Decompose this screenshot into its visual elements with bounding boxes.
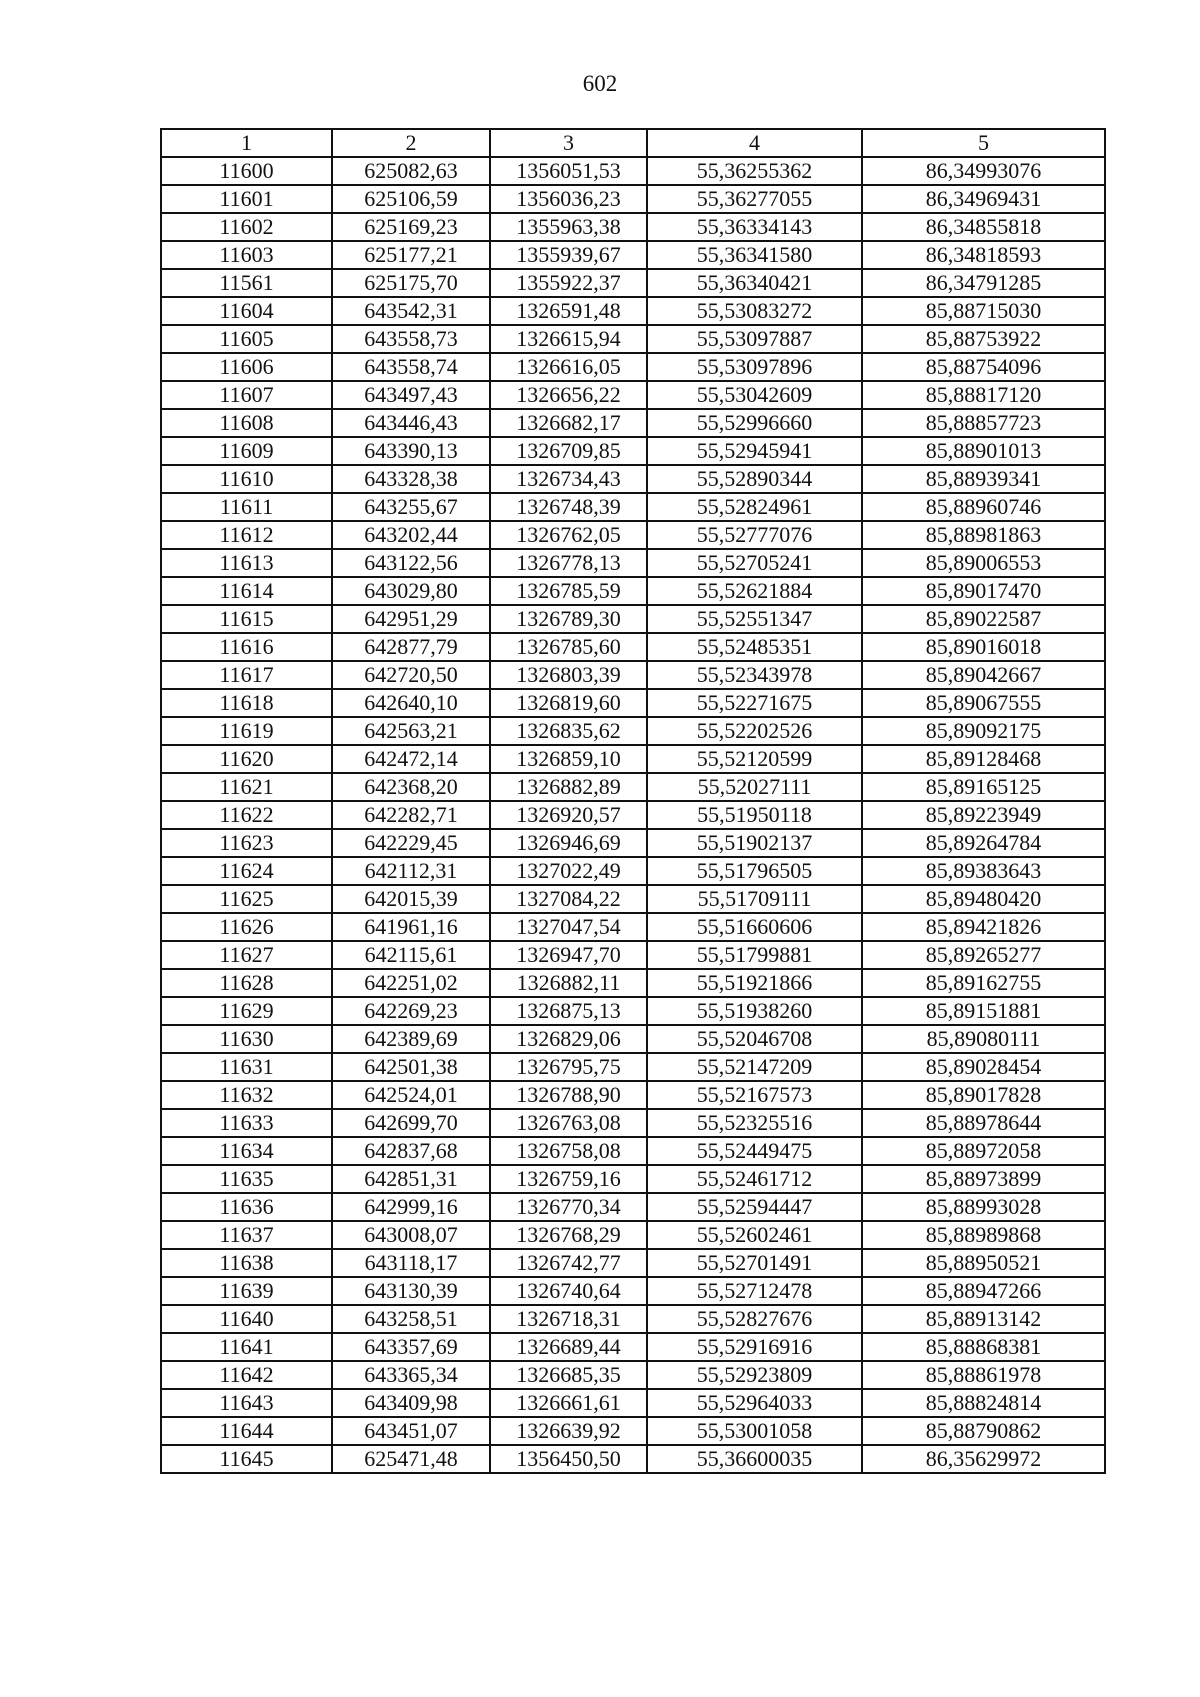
- coord-x-cell: 643258,51: [332, 1305, 490, 1333]
- point-number-cell: 11644: [161, 1417, 332, 1445]
- point-number-cell: 11604: [161, 297, 332, 325]
- coord-x-cell: 625471,48: [332, 1445, 490, 1473]
- table-row: [161, 1305, 1105, 1333]
- table-row: [161, 1221, 1105, 1249]
- column-header-3: 3: [490, 129, 647, 157]
- table-row: [161, 521, 1105, 549]
- table-row: [161, 297, 1105, 325]
- latitude-cell: 55,36255362: [647, 157, 862, 185]
- coord-y-cell: 1326882,11: [490, 969, 647, 997]
- table-row: [161, 1193, 1105, 1221]
- latitude-cell: 55,52890344: [647, 465, 862, 493]
- point-number-cell: 11623: [161, 829, 332, 857]
- point-number-cell: 11640: [161, 1305, 332, 1333]
- latitude-cell: 55,51938260: [647, 997, 862, 1025]
- point-number-cell: 11600: [161, 157, 332, 185]
- point-number-cell: 11621: [161, 773, 332, 801]
- longitude-cell: 85,89264784: [862, 829, 1105, 857]
- table-row: [161, 1053, 1105, 1081]
- table-row: [161, 801, 1105, 829]
- coord-y-cell: 1326740,64: [490, 1277, 647, 1305]
- latitude-cell: 55,51921866: [647, 969, 862, 997]
- latitude-cell: 55,52602461: [647, 1221, 862, 1249]
- coord-y-cell: 1326920,57: [490, 801, 647, 829]
- point-number-cell: 11627: [161, 941, 332, 969]
- point-number-cell: 11613: [161, 549, 332, 577]
- table-row: [161, 409, 1105, 437]
- longitude-cell: 86,35629972: [862, 1445, 1105, 1473]
- point-number-cell: 11612: [161, 521, 332, 549]
- table-row: [161, 857, 1105, 885]
- latitude-cell: 55,52923809: [647, 1361, 862, 1389]
- coord-x-cell: 625106,59: [332, 185, 490, 213]
- coord-x-cell: 642269,23: [332, 997, 490, 1025]
- latitude-cell: 55,36600035: [647, 1445, 862, 1473]
- longitude-cell: 85,89017470: [862, 577, 1105, 605]
- coord-y-cell: 1326785,59: [490, 577, 647, 605]
- point-number-cell: 11614: [161, 577, 332, 605]
- point-number-cell: 11641: [161, 1333, 332, 1361]
- point-number-cell: 11634: [161, 1137, 332, 1165]
- table-row: [161, 1417, 1105, 1445]
- table-row: [161, 493, 1105, 521]
- latitude-cell: 55,52343978: [647, 661, 862, 689]
- point-number-cell: 11608: [161, 409, 332, 437]
- coord-y-cell: 1326763,08: [490, 1109, 647, 1137]
- column-header-5: 5: [862, 129, 1105, 157]
- longitude-cell: 85,88790862: [862, 1417, 1105, 1445]
- latitude-cell: 55,52461712: [647, 1165, 862, 1193]
- latitude-cell: 55,53097887: [647, 325, 862, 353]
- point-number-cell: 11643: [161, 1389, 332, 1417]
- coord-x-cell: 643451,07: [332, 1417, 490, 1445]
- point-number-cell: 11609: [161, 437, 332, 465]
- coord-x-cell: 642720,50: [332, 661, 490, 689]
- point-number-cell: 11618: [161, 689, 332, 717]
- coord-x-cell: 642699,70: [332, 1109, 490, 1137]
- point-number-cell: 11617: [161, 661, 332, 689]
- longitude-cell: 85,88861978: [862, 1361, 1105, 1389]
- point-number-cell: 11610: [161, 465, 332, 493]
- table-row: [161, 1137, 1105, 1165]
- column-header-2: 2: [332, 129, 490, 157]
- longitude-cell: 86,34969431: [862, 185, 1105, 213]
- point-number-cell: 11620: [161, 745, 332, 773]
- table-row: [161, 241, 1105, 269]
- point-number-cell: 11605: [161, 325, 332, 353]
- point-number-cell: 11601: [161, 185, 332, 213]
- coord-y-cell: 1326768,29: [490, 1221, 647, 1249]
- coord-x-cell: 643390,13: [332, 437, 490, 465]
- coord-y-cell: 1326742,77: [490, 1249, 647, 1277]
- point-number-cell: 11561: [161, 269, 332, 297]
- longitude-cell: 86,34818593: [862, 241, 1105, 269]
- latitude-cell: 55,52120599: [647, 745, 862, 773]
- longitude-cell: 85,88973899: [862, 1165, 1105, 1193]
- longitude-cell: 85,88901013: [862, 437, 1105, 465]
- coord-x-cell: 642282,71: [332, 801, 490, 829]
- table-row: [161, 1361, 1105, 1389]
- coord-y-cell: 1355922,37: [490, 269, 647, 297]
- coord-x-cell: 643328,38: [332, 465, 490, 493]
- point-number-cell: 11619: [161, 717, 332, 745]
- coord-y-cell: 1326762,05: [490, 521, 647, 549]
- longitude-cell: 85,89092175: [862, 717, 1105, 745]
- point-number-cell: 11639: [161, 1277, 332, 1305]
- table-row: [161, 157, 1105, 185]
- coord-y-cell: 1326709,85: [490, 437, 647, 465]
- coord-x-cell: 643118,17: [332, 1249, 490, 1277]
- column-header-4: 4: [647, 129, 862, 157]
- point-number-cell: 11631: [161, 1053, 332, 1081]
- table-row: [161, 1025, 1105, 1053]
- coord-y-cell: 1326803,39: [490, 661, 647, 689]
- table-row: [161, 913, 1105, 941]
- coord-y-cell: 1326718,31: [490, 1305, 647, 1333]
- coord-y-cell: 1326591,48: [490, 297, 647, 325]
- coord-x-cell: 642229,45: [332, 829, 490, 857]
- coord-x-cell: 643357,69: [332, 1333, 490, 1361]
- coord-x-cell: 643558,74: [332, 353, 490, 381]
- table-row: [161, 829, 1105, 857]
- longitude-cell: 85,89162755: [862, 969, 1105, 997]
- table-row: [161, 1277, 1105, 1305]
- longitude-cell: 85,89042667: [862, 661, 1105, 689]
- longitude-cell: 85,88817120: [862, 381, 1105, 409]
- table-row: [161, 885, 1105, 913]
- longitude-cell: 86,34791285: [862, 269, 1105, 297]
- longitude-cell: 85,88972058: [862, 1137, 1105, 1165]
- latitude-cell: 55,51902137: [647, 829, 862, 857]
- point-number-cell: 11637: [161, 1221, 332, 1249]
- latitude-cell: 55,52046708: [647, 1025, 862, 1053]
- coord-y-cell: 1326689,44: [490, 1333, 647, 1361]
- table-row: [161, 717, 1105, 745]
- point-number-cell: 11635: [161, 1165, 332, 1193]
- latitude-cell: 55,52964033: [647, 1389, 862, 1417]
- table-row: [161, 549, 1105, 577]
- latitude-cell: 55,52202526: [647, 717, 862, 745]
- point-number-cell: 11622: [161, 801, 332, 829]
- table-row: [161, 1333, 1105, 1361]
- latitude-cell: 55,52827676: [647, 1305, 862, 1333]
- coord-x-cell: 642524,01: [332, 1081, 490, 1109]
- table-row: [161, 381, 1105, 409]
- point-number-cell: 11632: [161, 1081, 332, 1109]
- table-row: [161, 269, 1105, 297]
- coord-y-cell: 1326819,60: [490, 689, 647, 717]
- latitude-cell: 55,52777076: [647, 521, 862, 549]
- point-number-cell: 11607: [161, 381, 332, 409]
- coord-x-cell: 642877,79: [332, 633, 490, 661]
- longitude-cell: 85,88993028: [862, 1193, 1105, 1221]
- longitude-cell: 85,88715030: [862, 297, 1105, 325]
- point-number-cell: 11636: [161, 1193, 332, 1221]
- coord-y-cell: 1355939,67: [490, 241, 647, 269]
- longitude-cell: 85,89165125: [862, 773, 1105, 801]
- table-row: [161, 465, 1105, 493]
- coord-x-cell: 643008,07: [332, 1221, 490, 1249]
- coord-x-cell: 643409,98: [332, 1389, 490, 1417]
- coord-x-cell: 625082,63: [332, 157, 490, 185]
- longitude-cell: 85,88947266: [862, 1277, 1105, 1305]
- latitude-cell: 55,52705241: [647, 549, 862, 577]
- coord-y-cell: 1327047,54: [490, 913, 647, 941]
- coord-y-cell: 1326682,17: [490, 409, 647, 437]
- coord-y-cell: 1326785,60: [490, 633, 647, 661]
- point-number-cell: 11633: [161, 1109, 332, 1137]
- point-number-cell: 11638: [161, 1249, 332, 1277]
- point-number-cell: 11625: [161, 885, 332, 913]
- column-header-1: 1: [161, 129, 332, 157]
- latitude-cell: 55,52027111: [647, 773, 862, 801]
- latitude-cell: 55,36341580: [647, 241, 862, 269]
- longitude-cell: 85,89016018: [862, 633, 1105, 661]
- coord-y-cell: 1326778,13: [490, 549, 647, 577]
- coord-x-cell: 642640,10: [332, 689, 490, 717]
- table-row: [161, 185, 1105, 213]
- table-body: [161, 157, 1105, 1473]
- table-row: [161, 213, 1105, 241]
- latitude-cell: 55,51796505: [647, 857, 862, 885]
- page-number: 602: [582, 71, 618, 96]
- coord-x-cell: 643255,67: [332, 493, 490, 521]
- coord-x-cell: 625169,23: [332, 213, 490, 241]
- longitude-cell: 85,88939341: [862, 465, 1105, 493]
- coord-x-cell: 642368,20: [332, 773, 490, 801]
- table-row: [161, 605, 1105, 633]
- point-number-cell: 11630: [161, 1025, 332, 1053]
- coord-y-cell: 1356036,23: [490, 185, 647, 213]
- longitude-cell: 85,89383643: [862, 857, 1105, 885]
- coord-y-cell: 1326770,34: [490, 1193, 647, 1221]
- coord-x-cell: 642501,38: [332, 1053, 490, 1081]
- latitude-cell: 55,52712478: [647, 1277, 862, 1305]
- table-row: [161, 1389, 1105, 1417]
- coord-x-cell: 625177,21: [332, 241, 490, 269]
- coord-y-cell: 1326946,69: [490, 829, 647, 857]
- longitude-cell: 85,88753922: [862, 325, 1105, 353]
- latitude-cell: 55,52325516: [647, 1109, 862, 1137]
- coord-x-cell: 643202,44: [332, 521, 490, 549]
- point-number-cell: 11642: [161, 1361, 332, 1389]
- coord-y-cell: 1326875,13: [490, 997, 647, 1025]
- latitude-cell: 55,52485351: [647, 633, 862, 661]
- point-number-cell: 11606: [161, 353, 332, 381]
- table-row: [161, 969, 1105, 997]
- point-number-cell: 11624: [161, 857, 332, 885]
- longitude-cell: 85,89006553: [862, 549, 1105, 577]
- header-row: [161, 129, 1105, 157]
- coord-y-cell: 1326795,75: [490, 1053, 647, 1081]
- point-number-cell: 11645: [161, 1445, 332, 1473]
- table-row: [161, 1249, 1105, 1277]
- longitude-cell: 85,89265277: [862, 941, 1105, 969]
- coord-x-cell: 643542,31: [332, 297, 490, 325]
- latitude-cell: 55,52996660: [647, 409, 862, 437]
- coord-y-cell: 1326759,16: [490, 1165, 647, 1193]
- longitude-cell: 85,89151881: [862, 997, 1105, 1025]
- latitude-cell: 55,36277055: [647, 185, 862, 213]
- coord-x-cell: 642389,69: [332, 1025, 490, 1053]
- table-row: [161, 1445, 1105, 1473]
- table-row: [161, 1081, 1105, 1109]
- coord-x-cell: 642999,16: [332, 1193, 490, 1221]
- longitude-cell: 85,89017828: [862, 1081, 1105, 1109]
- coord-x-cell: 642251,02: [332, 969, 490, 997]
- table-row: [161, 353, 1105, 381]
- point-number-cell: 11603: [161, 241, 332, 269]
- latitude-cell: 55,53042609: [647, 381, 862, 409]
- latitude-cell: 55,52551347: [647, 605, 862, 633]
- longitude-cell: 85,89223949: [862, 801, 1105, 829]
- latitude-cell: 55,52271675: [647, 689, 862, 717]
- point-number-cell: 11629: [161, 997, 332, 1025]
- latitude-cell: 55,52621884: [647, 577, 862, 605]
- point-number-cell: 11616: [161, 633, 332, 661]
- latitude-cell: 55,52449475: [647, 1137, 862, 1165]
- latitude-cell: 55,53097896: [647, 353, 862, 381]
- coord-y-cell: 1326758,08: [490, 1137, 647, 1165]
- coord-y-cell: 1326789,30: [490, 605, 647, 633]
- coord-x-cell: 642115,61: [332, 941, 490, 969]
- latitude-cell: 55,52824961: [647, 493, 862, 521]
- table-row: [161, 997, 1105, 1025]
- coord-x-cell: 643446,43: [332, 409, 490, 437]
- longitude-cell: 85,88857723: [862, 409, 1105, 437]
- coord-y-cell: 1326835,62: [490, 717, 647, 745]
- longitude-cell: 85,89421826: [862, 913, 1105, 941]
- coord-y-cell: 1326685,35: [490, 1361, 647, 1389]
- longitude-cell: 86,34855818: [862, 213, 1105, 241]
- coord-y-cell: 1356450,50: [490, 1445, 647, 1473]
- point-number-cell: 11611: [161, 493, 332, 521]
- coord-y-cell: 1326615,94: [490, 325, 647, 353]
- coord-y-cell: 1355963,38: [490, 213, 647, 241]
- coord-y-cell: 1326734,43: [490, 465, 647, 493]
- coord-y-cell: 1327022,49: [490, 857, 647, 885]
- coord-x-cell: 641961,16: [332, 913, 490, 941]
- coord-x-cell: 642015,39: [332, 885, 490, 913]
- table-row: [161, 437, 1105, 465]
- coord-y-cell: 1326748,39: [490, 493, 647, 521]
- coord-x-cell: 642951,29: [332, 605, 490, 633]
- point-number-cell: 11626: [161, 913, 332, 941]
- longitude-cell: 85,88981863: [862, 521, 1105, 549]
- table-header: [161, 129, 1105, 157]
- table-row: [161, 1165, 1105, 1193]
- coord-y-cell: 1326639,92: [490, 1417, 647, 1445]
- coordinates-table: [160, 128, 1106, 1474]
- latitude-cell: 55,52147209: [647, 1053, 862, 1081]
- longitude-cell: 85,88989868: [862, 1221, 1105, 1249]
- coord-x-cell: 643130,39: [332, 1277, 490, 1305]
- latitude-cell: 55,53083272: [647, 297, 862, 325]
- latitude-cell: 55,52594447: [647, 1193, 862, 1221]
- coord-x-cell: 642563,21: [332, 717, 490, 745]
- coord-x-cell: 643122,56: [332, 549, 490, 577]
- coord-y-cell: 1326947,70: [490, 941, 647, 969]
- longitude-cell: 85,89080111: [862, 1025, 1105, 1053]
- coord-x-cell: 643497,43: [332, 381, 490, 409]
- longitude-cell: 85,89067555: [862, 689, 1105, 717]
- longitude-cell: 85,88950521: [862, 1249, 1105, 1277]
- latitude-cell: 55,53001058: [647, 1417, 862, 1445]
- longitude-cell: 85,89022587: [862, 605, 1105, 633]
- table-row: [161, 577, 1105, 605]
- coord-x-cell: 643558,73: [332, 325, 490, 353]
- latitude-cell: 55,52167573: [647, 1081, 862, 1109]
- coord-x-cell: 642837,68: [332, 1137, 490, 1165]
- longitude-cell: 85,88960746: [862, 493, 1105, 521]
- longitude-cell: 86,34993076: [862, 157, 1105, 185]
- coord-y-cell: 1326656,22: [490, 381, 647, 409]
- coord-x-cell: 643029,80: [332, 577, 490, 605]
- table-row: [161, 773, 1105, 801]
- table-row: [161, 1109, 1105, 1137]
- latitude-cell: 55,36334143: [647, 213, 862, 241]
- longitude-cell: 85,89480420: [862, 885, 1105, 913]
- longitude-cell: 85,88978644: [862, 1109, 1105, 1137]
- longitude-cell: 85,88868381: [862, 1333, 1105, 1361]
- coord-y-cell: 1326788,90: [490, 1081, 647, 1109]
- coord-y-cell: 1326859,10: [490, 745, 647, 773]
- longitude-cell: 85,88824814: [862, 1389, 1105, 1417]
- coord-x-cell: 642112,31: [332, 857, 490, 885]
- coord-x-cell: 625175,70: [332, 269, 490, 297]
- table-row: [161, 941, 1105, 969]
- latitude-cell: 55,51709111: [647, 885, 862, 913]
- point-number-cell: 11615: [161, 605, 332, 633]
- latitude-cell: 55,36340421: [647, 269, 862, 297]
- table-row: [161, 633, 1105, 661]
- coord-x-cell: 642472,14: [332, 745, 490, 773]
- latitude-cell: 55,52701491: [647, 1249, 862, 1277]
- longitude-cell: 85,89028454: [862, 1053, 1105, 1081]
- table-row: [161, 325, 1105, 353]
- latitude-cell: 55,51950118: [647, 801, 862, 829]
- coord-y-cell: 1326661,61: [490, 1389, 647, 1417]
- coord-y-cell: 1356051,53: [490, 157, 647, 185]
- latitude-cell: 55,51660606: [647, 913, 862, 941]
- point-number-cell: 11602: [161, 213, 332, 241]
- coord-y-cell: 1326829,06: [490, 1025, 647, 1053]
- longitude-cell: 85,88754096: [862, 353, 1105, 381]
- table-row: [161, 745, 1105, 773]
- point-number-cell: 11628: [161, 969, 332, 997]
- longitude-cell: 85,89128468: [862, 745, 1105, 773]
- table-row: [161, 661, 1105, 689]
- coord-y-cell: 1326882,89: [490, 773, 647, 801]
- coord-y-cell: 1327084,22: [490, 885, 647, 913]
- coord-y-cell: 1326616,05: [490, 353, 647, 381]
- longitude-cell: 85,88913142: [862, 1305, 1105, 1333]
- coord-x-cell: 642851,31: [332, 1165, 490, 1193]
- latitude-cell: 55,52945941: [647, 437, 862, 465]
- latitude-cell: 55,52916916: [647, 1333, 862, 1361]
- coord-x-cell: 643365,34: [332, 1361, 490, 1389]
- table-row: [161, 689, 1105, 717]
- latitude-cell: 55,51799881: [647, 941, 862, 969]
